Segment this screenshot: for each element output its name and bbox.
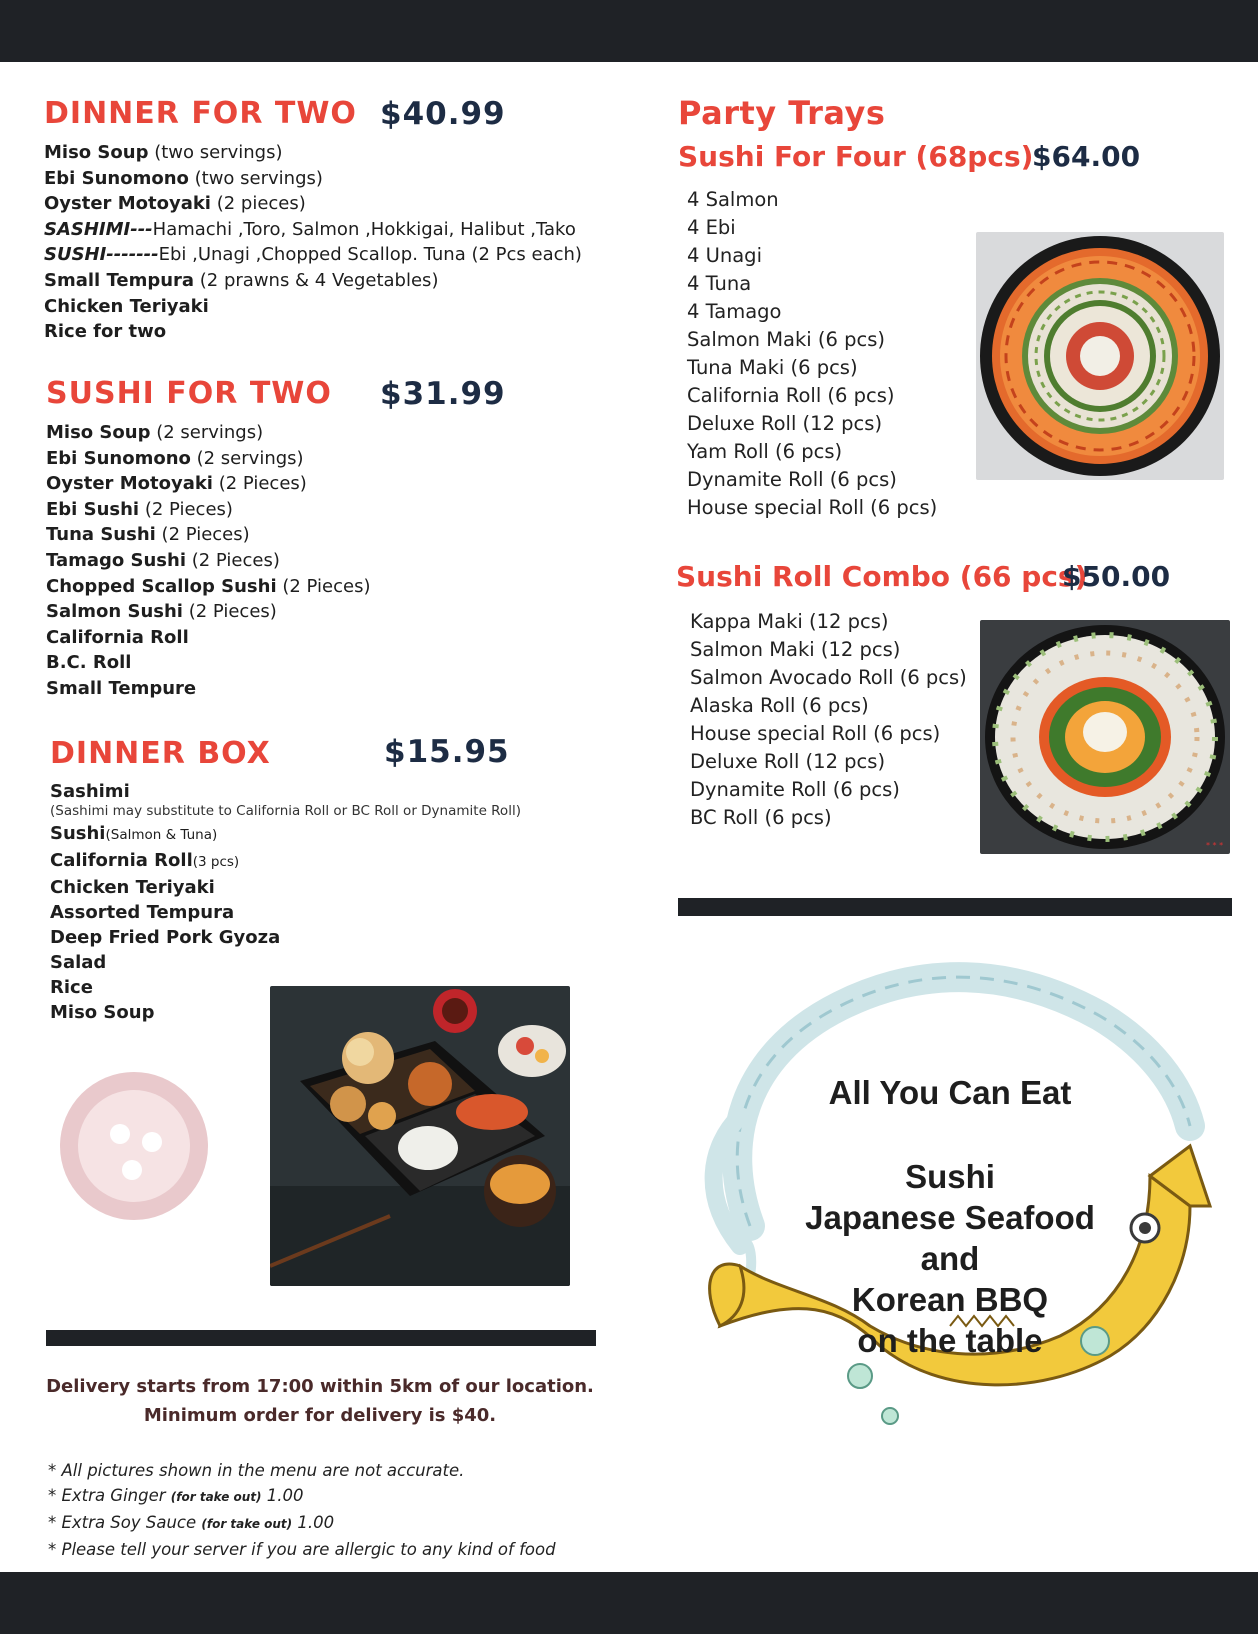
list-item: California Roll (6 pcs) [687, 384, 895, 407]
sushi-for-two-list [46, 420, 370, 702]
list-item: Tamago Sushi (2 Pieces) [46, 549, 280, 571]
footnote-3: * Extra Soy Sauce (for take out) 1.00 [48, 1513, 335, 1532]
sushi-for-four-title: Sushi For Four (68pcs) [678, 140, 1034, 173]
bottom-band [0, 1572, 1258, 1634]
roll-combo-list [690, 608, 967, 832]
list-item: House special Roll (6 pcs) [687, 496, 938, 519]
list-item: Salmon Avocado Roll (6 pcs) [690, 666, 967, 689]
list-item: Assorted Tempura [50, 902, 235, 923]
top-band [0, 0, 1258, 62]
list-item: Alaska Roll (6 pcs) [690, 694, 869, 717]
sushi-for-two-price: $31.99 [380, 376, 506, 412]
list-item: Small Tempure [46, 677, 197, 699]
list-item: House special Roll (6 pcs) [690, 722, 941, 745]
tomoe-emblem-icon [58, 1070, 210, 1222]
list-item: SASHIMI---Hamachi ,Toro, Salmon ,Hokkigai, Halibut ,Tako [44, 218, 576, 240]
ayce-line-and: and [920, 1240, 980, 1277]
sushi-for-four-price: $64.00 [1032, 140, 1141, 173]
list-item: Salmon Maki (6 pcs) [687, 328, 885, 351]
list-item: (Sashimi may substitute to California Roll or BC Roll or Dynamite Roll) [50, 803, 521, 819]
list-item: Chicken Teriyaki [44, 295, 209, 317]
list-item: Oyster Motoyaki (2 Pieces) [46, 473, 307, 495]
list-item: 4 Salmon [687, 188, 779, 211]
list-item: Salad [50, 952, 107, 973]
right-divider [678, 898, 1232, 916]
list-item: Tuna Maki (6 pcs) [687, 356, 858, 379]
list-item: 4 Unagi [687, 244, 762, 267]
list-item: Miso Soup (2 servings) [46, 422, 264, 443]
dinner-box-title: DINNER BOX [50, 736, 271, 771]
list-item: 4 Tuna [687, 272, 752, 295]
list-item: Dynamite Roll (6 pcs) [687, 468, 897, 491]
list-item: Miso Soup (two servings) [44, 142, 283, 163]
roll-combo-title: Sushi Roll Combo (66 pcs) [676, 560, 1088, 593]
roll-combo-price: $50.00 [1062, 560, 1171, 593]
delivery-line-2: Minimum order for delivery is $40. [143, 1405, 497, 1426]
list-item: Salmon Sushi (2 Pieces) [46, 601, 277, 623]
list-item: Tuna Sushi (2 Pieces) [46, 524, 250, 546]
svg-text:* * *: * * * [1206, 841, 1224, 850]
dinner-for-two-list [44, 140, 582, 345]
ayce-line-seafood: Japanese Seafood [805, 1199, 1095, 1236]
sushi-for-two-title: SUSHI FOR TWO [46, 376, 332, 411]
footnote-1: * All pictures shown in the menu are not accurate. [48, 1461, 465, 1480]
list-item: SUSHI-------Ebi ,Unagi ,Chopped Scallop. Tuna (2 Pcs each) [44, 244, 582, 266]
list-item: 4 Tamago [687, 300, 782, 323]
roll-combo-photo [980, 620, 1230, 854]
ayce-line-table: on the table [857, 1322, 1043, 1359]
list-item: California Roll [46, 626, 189, 648]
list-item: Ebi Sushi (2 Pieces) [46, 498, 233, 520]
list-item: B.C. Roll [46, 652, 132, 674]
list-item: Salmon Maki (12 pcs) [690, 638, 901, 661]
list-item: Chopped Scallop Sushi (2 Pieces) [46, 575, 371, 597]
list-item: Kappa Maki (12 pcs) [690, 610, 889, 633]
list-item: BC Roll (6 pcs) [690, 806, 832, 829]
sushi-for-four-list [687, 186, 937, 522]
list-item: Ebi Sunomono (2 servings) [46, 447, 304, 469]
list-item: Dynamite Roll (6 pcs) [690, 778, 900, 801]
dinner-for-two-price: $40.99 [380, 96, 506, 132]
list-item: Rice [50, 977, 93, 998]
list-item: Oyster Motoyaki (2 pieces) [44, 193, 306, 215]
footnote-2: * Extra Ginger (for take out) 1.00 [48, 1486, 304, 1505]
footnotes [48, 1458, 608, 1562]
list-item: California Roll(3 pcs) [50, 850, 240, 871]
list-item: Deluxe Roll (12 pcs) [690, 750, 886, 773]
list-item: Deep Fried Pork Gyoza [50, 927, 281, 948]
list-item: Yam Roll (6 pcs) [687, 440, 843, 463]
ayce-title: All You Can Eat [828, 1074, 1072, 1111]
delivery-info [40, 1372, 600, 1430]
list-item: Miso Soup [50, 1002, 155, 1023]
party-trays-title: Party Trays [678, 94, 886, 132]
left-divider [46, 1330, 596, 1346]
list-item: 4 Ebi [687, 216, 736, 239]
list-item: Sashimi [50, 781, 130, 802]
ayce-line-bbq: Korean BBQ [851, 1281, 1049, 1318]
list-item: Small Tempura (2 prawns & 4 Vegetables) [44, 269, 439, 291]
list-item: Sushi(Salmon & Tuna) [50, 823, 218, 844]
list-item: Deluxe Roll (12 pcs) [687, 412, 883, 435]
list-item: Chicken Teriyaki [50, 877, 215, 898]
footnote-4: * Please tell your server if you are allergic to any kind of food [48, 1540, 556, 1559]
list-item: Ebi Sunomono (two servings) [44, 167, 323, 189]
ayce-line-sushi: Sushi [905, 1158, 995, 1195]
delivery-line-1: Delivery starts from 17:00 within 5km of our location. [46, 1376, 594, 1397]
dinner-box-photo [270, 986, 570, 1286]
sushi-tray-photo [976, 232, 1224, 480]
list-item: Rice for two [44, 321, 167, 343]
dinner-box-price: $15.95 [384, 734, 510, 770]
dinner-for-two-title: DINNER FOR TWO [44, 96, 357, 131]
ayce-details [760, 1156, 1140, 1361]
